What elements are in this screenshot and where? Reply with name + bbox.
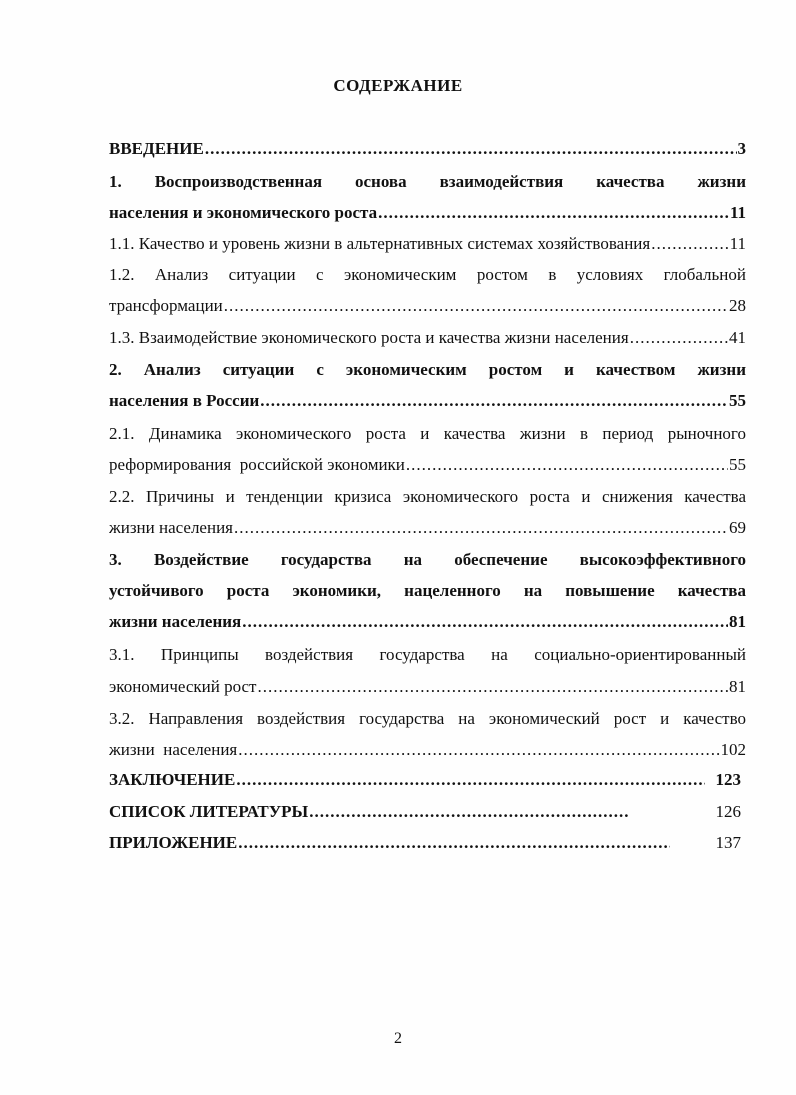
toc-section-3-2-line-2[interactable] bbox=[109, 738, 746, 762]
toc-chapter-3-line-2[interactable]: устойчивого роста экономики, нацеленного на повышение качества bbox=[109, 581, 746, 600]
toc-entry-title: трансформации bbox=[109, 296, 223, 315]
dot-leader bbox=[630, 326, 728, 350]
toc-entry-introduction[interactable] bbox=[109, 137, 746, 161]
toc-entry-title: населения в России bbox=[109, 391, 260, 410]
toc-entry-title: ВВЕДЕНИЕ bbox=[109, 139, 204, 158]
toc-section-1-2-line-2[interactable] bbox=[109, 294, 746, 318]
dot-leader bbox=[258, 675, 729, 699]
toc-section-2-2-line-2[interactable] bbox=[109, 516, 746, 540]
toc-entry-conclusion[interactable] bbox=[109, 768, 741, 792]
toc-chapter-1-line-1[interactable]: 1. Воспроизводственная основа взаимодействия качества жизни bbox=[109, 172, 746, 191]
toc-page-number: 3 bbox=[737, 139, 746, 158]
toc-section-3-2-line-1[interactable]: 3.2. Направления воздействия государства на экономический рост и качество bbox=[109, 709, 746, 728]
toc-page-number: 69 bbox=[729, 518, 746, 537]
toc-entry-title: СПИСОК ЛИТЕРАТУРЫ bbox=[109, 802, 309, 821]
toc-entry-title: ПРИЛОЖЕНИЕ bbox=[109, 833, 238, 852]
toc-entry-title: экономический рост bbox=[109, 677, 257, 696]
toc-page-number: 55 bbox=[729, 455, 746, 474]
dot-leader bbox=[236, 768, 704, 792]
toc-entry-title: ЗАКЛЮЧЕНИЕ bbox=[109, 770, 236, 789]
toc-entry-title: населения и экономического роста bbox=[109, 203, 378, 222]
dot-leader bbox=[406, 453, 728, 477]
dot-leader bbox=[242, 610, 728, 634]
toc-section-1-3[interactable] bbox=[109, 326, 746, 350]
dot-leader bbox=[224, 294, 728, 318]
toc-entry-title: 1.1. Качество и уровень жизни в альтернативных системах хозяйствования bbox=[109, 234, 651, 253]
toc-section-1-1[interactable] bbox=[109, 232, 746, 256]
toc-section-3-1-line-2[interactable] bbox=[109, 675, 746, 699]
toc-entry-title: реформирования российской экономики bbox=[109, 455, 405, 474]
toc-page-number: 137 bbox=[715, 833, 741, 852]
toc-entry-title: жизни населения bbox=[109, 518, 233, 537]
toc-section-2-1-line-1[interactable]: 2.1. Динамика экономического роста и качества жизни в период рыночного bbox=[109, 424, 746, 443]
toc-page-number: 123 bbox=[715, 770, 741, 789]
dot-leader bbox=[260, 389, 728, 413]
toc-chapter-2-line-1[interactable]: 2. Анализ ситуации с экономическим ростом и качеством жизни bbox=[109, 360, 746, 379]
toc-page-number: 126 bbox=[715, 802, 741, 821]
toc-page-number: 81 bbox=[729, 677, 746, 696]
page-title: СОДЕРЖАНИЕ bbox=[333, 76, 463, 95]
dot-leader bbox=[378, 201, 729, 225]
toc-chapter-2-line-2[interactable] bbox=[109, 389, 746, 413]
toc-entry-references[interactable] bbox=[109, 800, 741, 824]
dot-leader bbox=[205, 137, 737, 161]
toc-page-number: 28 bbox=[729, 296, 746, 315]
toc-page-number: 55 bbox=[729, 391, 746, 410]
dot-leader bbox=[238, 738, 719, 762]
dot-leader bbox=[309, 800, 629, 824]
toc-page-number: 11 bbox=[729, 234, 746, 253]
dot-leader bbox=[234, 516, 728, 540]
toc-page-number: 102 bbox=[720, 740, 746, 759]
toc-section-2-2-line-1[interactable]: 2.2. Причины и тенденции кризиса экономического роста и снижения качества bbox=[109, 487, 746, 506]
dot-leader bbox=[651, 232, 728, 256]
toc-page-number: 41 bbox=[729, 328, 746, 347]
toc-entry-title: жизни населения bbox=[109, 740, 238, 759]
toc-entry-title: 1.3. Взаимодействие экономического роста и качества жизни населения bbox=[109, 328, 629, 347]
toc-page-number: 81 bbox=[729, 612, 746, 631]
dot-leader bbox=[238, 831, 670, 855]
toc-chapter-3-line-3[interactable] bbox=[109, 610, 746, 634]
toc-entry-appendix[interactable] bbox=[109, 831, 741, 855]
toc-section-2-1-line-2[interactable] bbox=[109, 453, 746, 477]
toc-section-1-2-line-1[interactable]: 1.2. Анализ ситуации с экономическим ростом в условиях глобальной bbox=[109, 265, 746, 284]
toc-chapter-1-line-2[interactable] bbox=[109, 201, 746, 225]
toc-entry-title: жизни населения bbox=[109, 612, 242, 631]
toc-section-3-1-line-1[interactable]: 3.1. Принципы воздействия государства на социально-ориентированный bbox=[109, 645, 746, 664]
page-number: 2 bbox=[394, 1030, 402, 1047]
toc-chapter-3-line-1[interactable]: 3. Воздействие государства на обеспечение высокоэффективного bbox=[109, 550, 746, 569]
toc-page-number: 11 bbox=[729, 203, 746, 222]
